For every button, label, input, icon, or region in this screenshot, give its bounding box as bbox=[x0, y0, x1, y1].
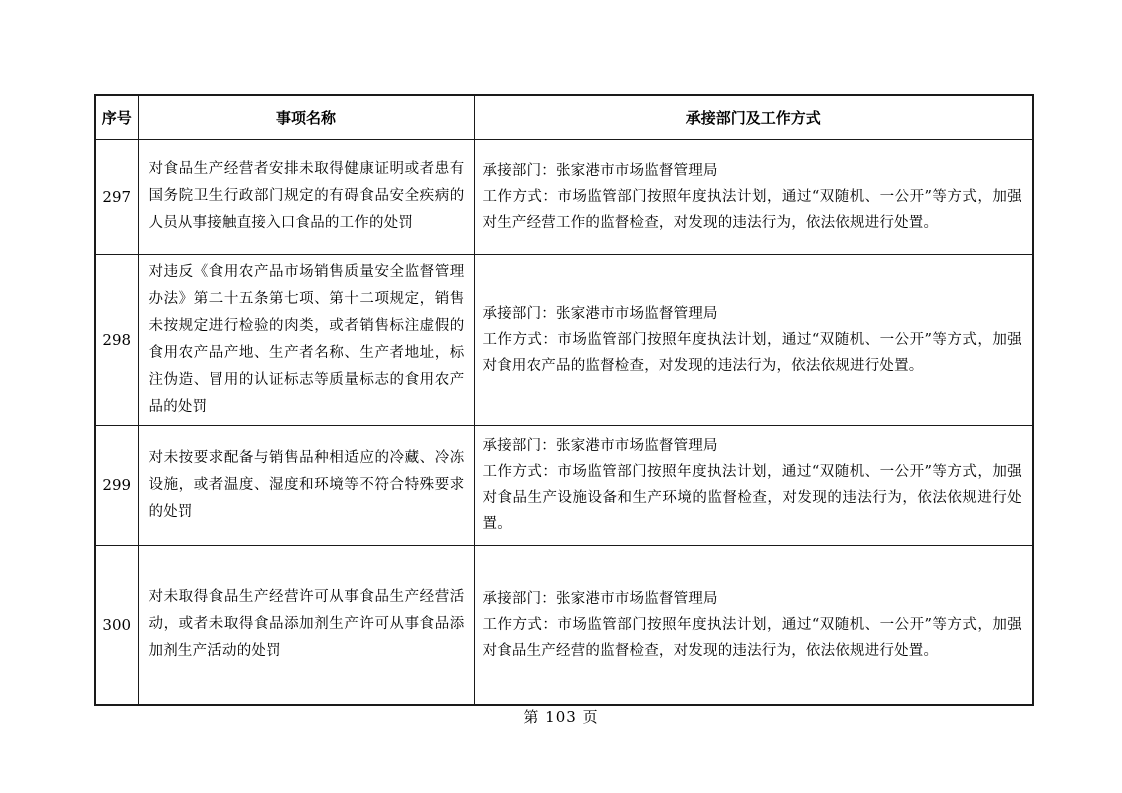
method-line: 工作方式：市场监管部门按照年度执法计划，通过“双随机、一公开”等方式，加强对食品生产设施设备和生产环境的监督检查，对发现的违法行为，依法依规进行处置。 bbox=[482, 464, 1022, 532]
row-seq: 299 bbox=[95, 425, 138, 545]
dept-line: 承接部门：张家港市市场监督管理局 bbox=[482, 590, 718, 607]
table-row bbox=[95, 545, 1033, 705]
row-seq: 298 bbox=[95, 254, 138, 425]
row-item-name: 对食品生产经营者安排未取得健康证明或者患有国务院卫生行政部门规定的有碍食品安全疾病的人员从事接触直接入口食品的工作的处罚 bbox=[138, 139, 474, 254]
row-item-name: 对未按要求配备与销售品种相适应的冷藏、冷冻设施，或者温度、湿度和环境等不符合特殊要求的处罚 bbox=[138, 425, 474, 545]
row-detail bbox=[474, 254, 1033, 425]
dept-line: 承接部门：张家港市市场监督管理局 bbox=[482, 305, 718, 322]
row-detail bbox=[474, 139, 1033, 254]
page-number: 第 103 页 bbox=[523, 708, 599, 726]
table-header-row bbox=[95, 95, 1033, 139]
table-row bbox=[95, 139, 1033, 254]
col-header-department-method: 承接部门及工作方式 bbox=[474, 95, 1033, 139]
row-seq: 300 bbox=[95, 545, 138, 705]
col-header-seq: 序号 bbox=[95, 95, 138, 139]
dept-line: 承接部门：张家港市市场监督管理局 bbox=[482, 162, 718, 179]
penalty-items-table bbox=[94, 94, 1034, 706]
dept-line: 承接部门：张家港市市场监督管理局 bbox=[482, 438, 718, 454]
row-item-name: 对未取得食品生产经营许可从事食品生产经营活动，或者未取得食品添加剂生产许可从事食品添加剂生产活动的处罚 bbox=[138, 545, 474, 705]
col-header-item-name: 事项名称 bbox=[138, 95, 474, 139]
row-detail bbox=[474, 425, 1033, 545]
method-line: 工作方式：市场监管部门按照年度执法计划，通过“双随机、一公开”等方式，加强对食用农产品的监督检查，对发现的违法行为，依法依规进行处置。 bbox=[482, 331, 1022, 374]
table-row bbox=[95, 254, 1033, 425]
table-row bbox=[95, 425, 1033, 545]
row-seq: 297 bbox=[95, 139, 138, 254]
method-line: 工作方式：市场监管部门按照年度执法计划，通过“双随机、一公开”等方式，加强对食品生产经营的监督检查，对发现的违法行为，依法依规进行处置。 bbox=[482, 616, 1022, 659]
method-line: 工作方式：市场监管部门按照年度执法计划，通过“双随机、一公开”等方式，加强对生产经营工作的监督检查，对发现的违法行为，依法依规进行处置。 bbox=[482, 188, 1022, 231]
row-item-name: 对违反《食用农产品市场销售质量安全监督管理办法》第二十五条第七项、第十二项规定，销售未按规定进行检验的肉类，或者销售标注虚假的食用农产品产地、生产者名称、生产者地址，标注伪造、冒用的认证标志等质量标志的食用农产品的处罚 bbox=[138, 254, 474, 425]
row-detail bbox=[474, 545, 1033, 705]
